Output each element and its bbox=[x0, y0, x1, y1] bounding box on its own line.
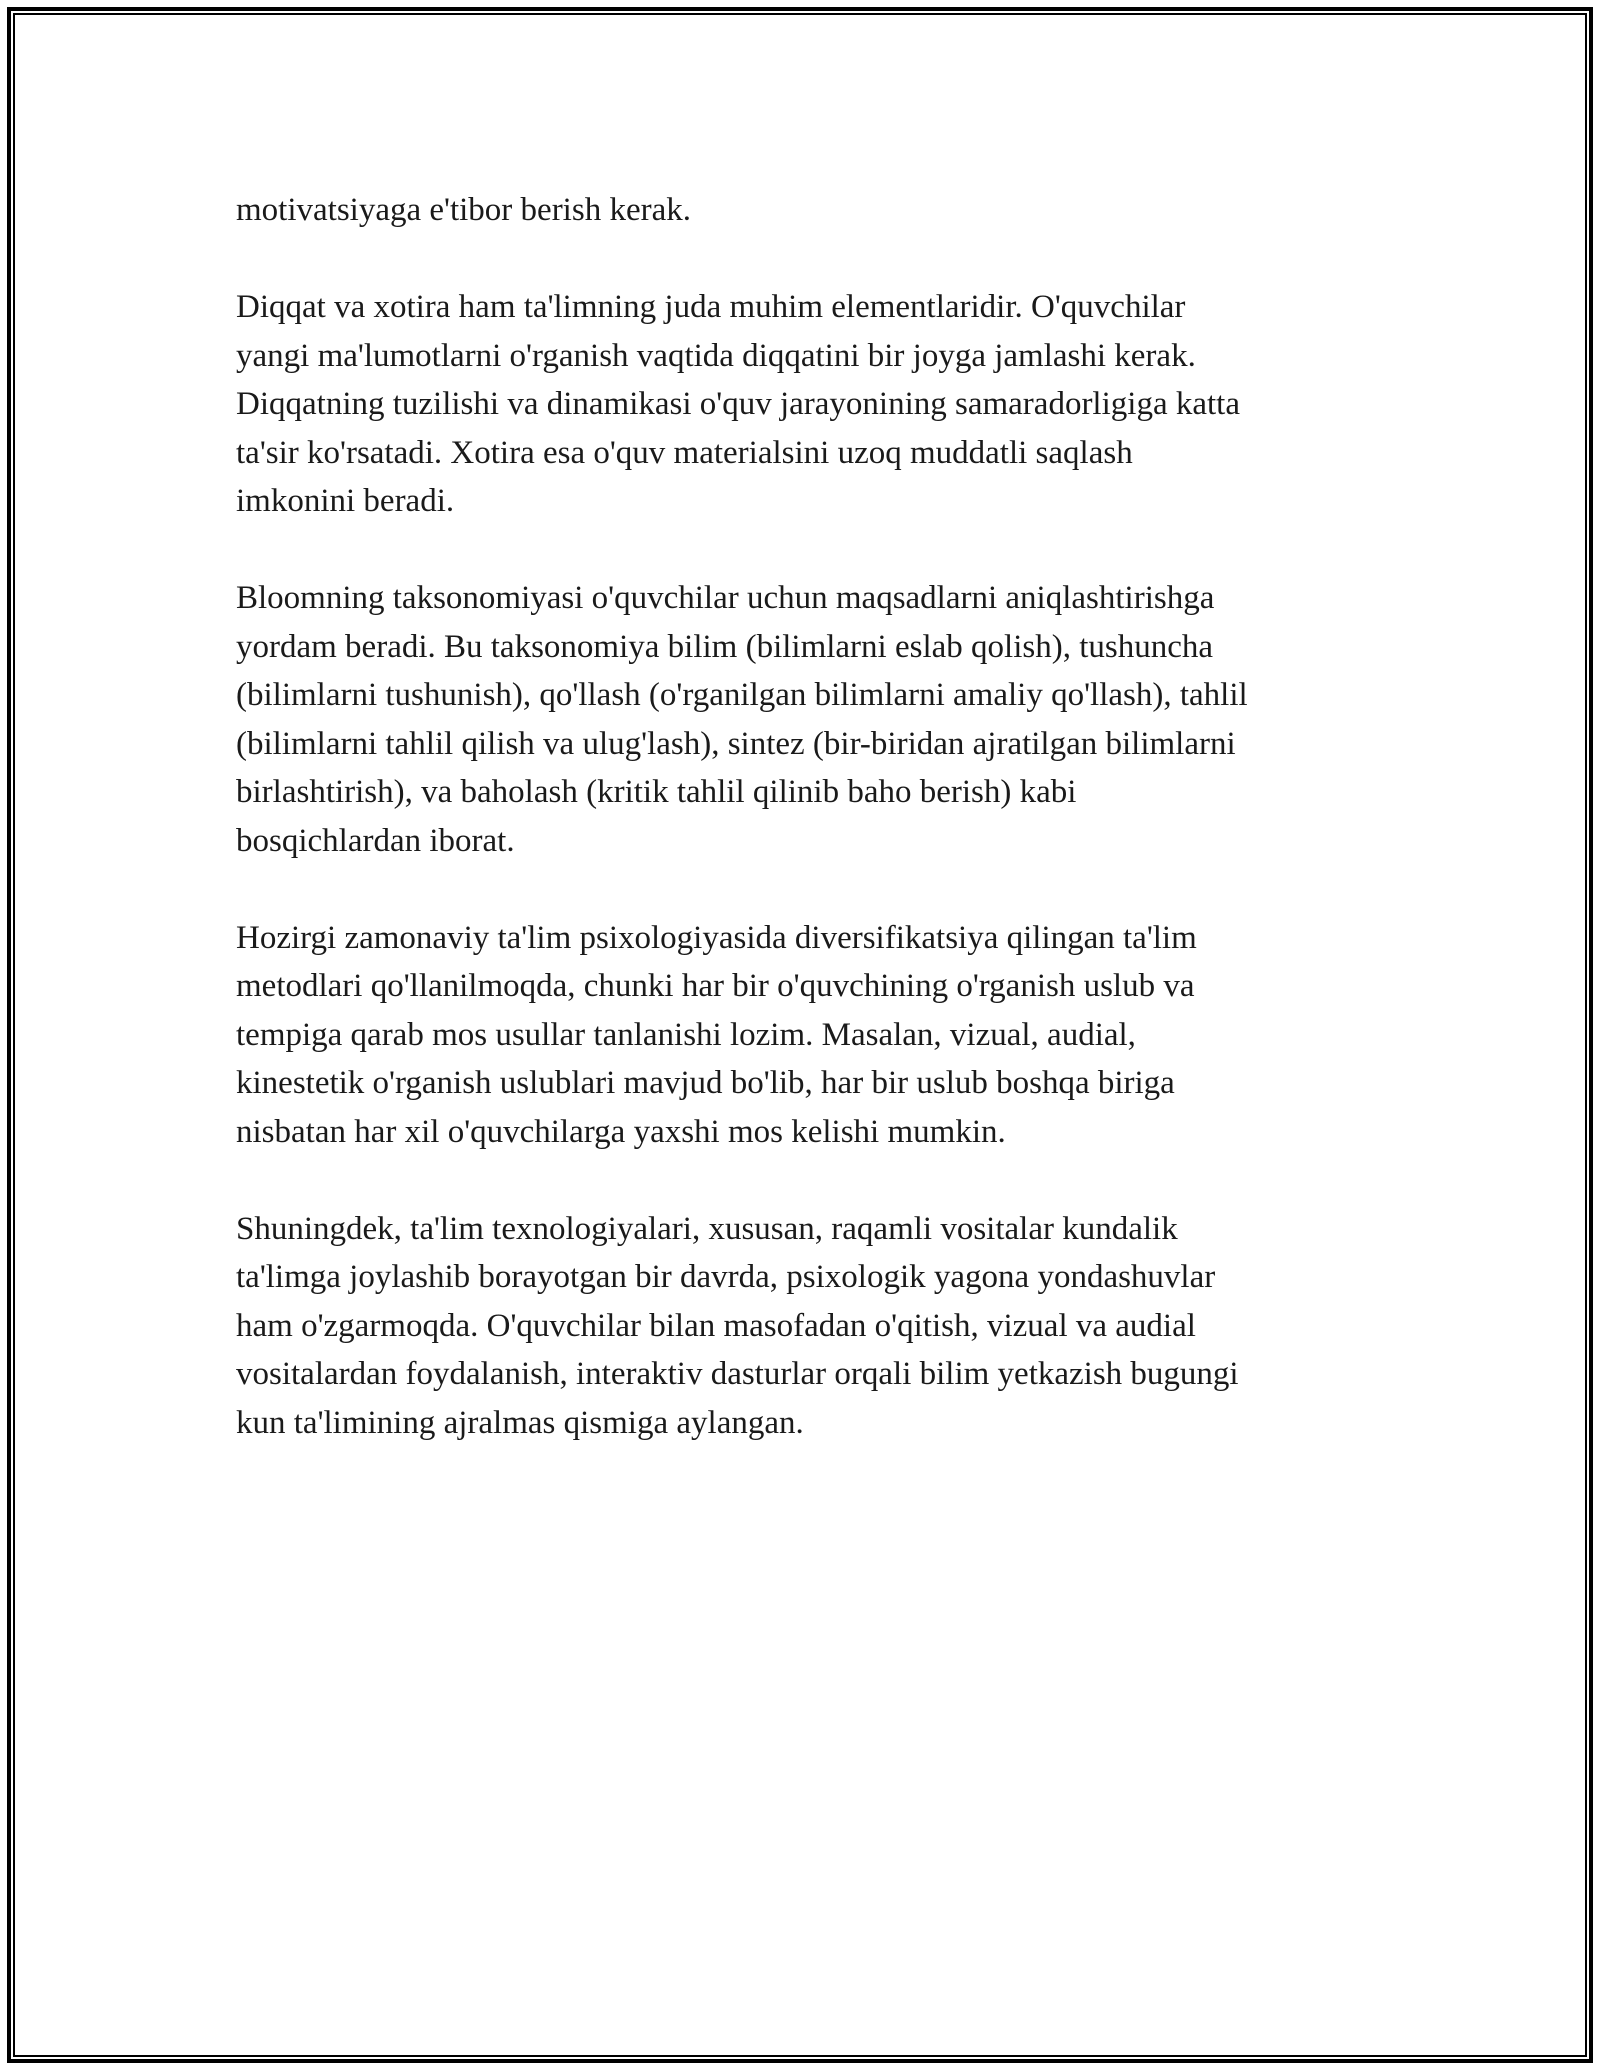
paragraph-bloom-taxonomy: Bloomning taksonomiyasi o'quvchilar uchun maqsadlarni aniqlashtirishga yordam beradi. Bu taksonomiya bilim (bilimlarni eslab qolish), tushuncha (bilimlarni tushunish), qo'llash (o'rganilgan bilimlarni amaliy qo'llash), tahlil (bilimlarni tahlil qilish va ulug'lash), sintez (bir-biridan ajratilgan bilimlarni birlashtirish), va baholash (kritik tahlil qilinib baho berish) kabi bosqichlardan iborat. bbox=[236, 580, 1248, 859]
paragraph-attention-memory: Diqqat va xotira ham ta'limning juda muhim elementlaridir. O'quvchilar yangi ma'lumotlarni o'rganish vaqtida diqqatini bir joyga jamlashi kerak. Diqqatning tuzilishi va dinamikasi o'quv jarayonining samaradorligiga katta ta'sir ko'rsatadi. Xotira esa o'quv materialsini uzoq muddatli saqlash imkonini beradi. bbox=[236, 289, 1240, 519]
paragraph-motivation-ending: motivatsiyaga e'tibor berish kerak. bbox=[236, 192, 691, 228]
paragraph-learning-styles: Hozirgi zamonaviy ta'lim psixologiyasida diversifikatsiya qilingan ta'lim metodlari qo'llanilmoqda, chunki har bir o'quvchining o'rganish uslub va tempiga qarab mos usullar tanlanishi lozim. Masalan, vizual, audial, kinestetik o'rganish uslublari mavjud bo'lib, har bir uslub boshqa biriga nisbatan har xil o'quvchilarga yaxshi mos kelishi mumkin. bbox=[236, 919, 1197, 1150]
document-body bbox=[236, 186, 1386, 1496]
paragraph-education-technology: Shuningdek, ta'lim texnologiyalari, xususan, raqamli vositalar kundalik ta'limga joylashib borayotgan bir davrda, psixologik yagona yondashuvlar ham o'zgarmoqda. O'quvchilar bilan masofadan o'qitish, vizual va audial vositalardan foydalanish, interaktiv dasturlar orqali bilim yetkazish bugungi kun ta'limining ajralmas qismiga aylangan. bbox=[236, 1210, 1239, 1441]
